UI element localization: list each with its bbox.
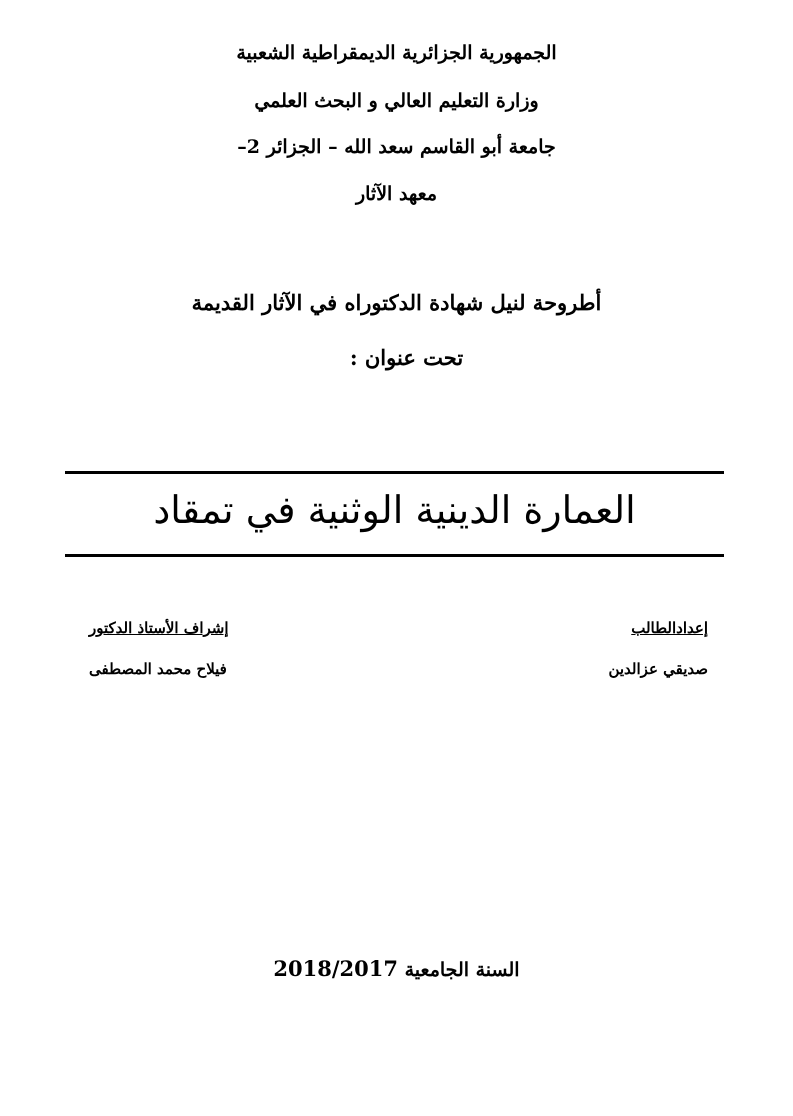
republic-heading: الجمهورية الجزائرية الديمقراطية الشعبية <box>236 42 557 64</box>
student-label: إعدادالطالب <box>631 619 708 637</box>
academic-year <box>0 956 793 981</box>
title-bottom-rule <box>65 554 724 557</box>
ministry-heading: وزارة التعليم العالي و البحث العلمي <box>254 90 539 112</box>
thesis-title: العمارة الدينية الوثنية في تمقاد <box>153 488 636 532</box>
title-top-rule <box>65 471 724 474</box>
institute-heading: معهد الآثار <box>355 183 438 205</box>
academic-year-label: السنة الجامعية <box>404 959 520 981</box>
degree-line: أطروحة لنيل شهادة الدكتوراه في الآثار القديمة <box>191 290 602 315</box>
student-name: صديقي عزالدين <box>608 660 708 678</box>
academic-year-value: 2018/2017 <box>273 956 398 981</box>
supervisor-label: إشراف الأستاذ الدكتور <box>89 619 229 637</box>
title-intro: تحت عنوان : <box>349 345 464 370</box>
university-heading: جامعة أبو القاسم سعد الله – الجزائر 2– <box>237 136 556 158</box>
supervisor-name: فيلاح محمد المصطفى <box>89 660 227 678</box>
